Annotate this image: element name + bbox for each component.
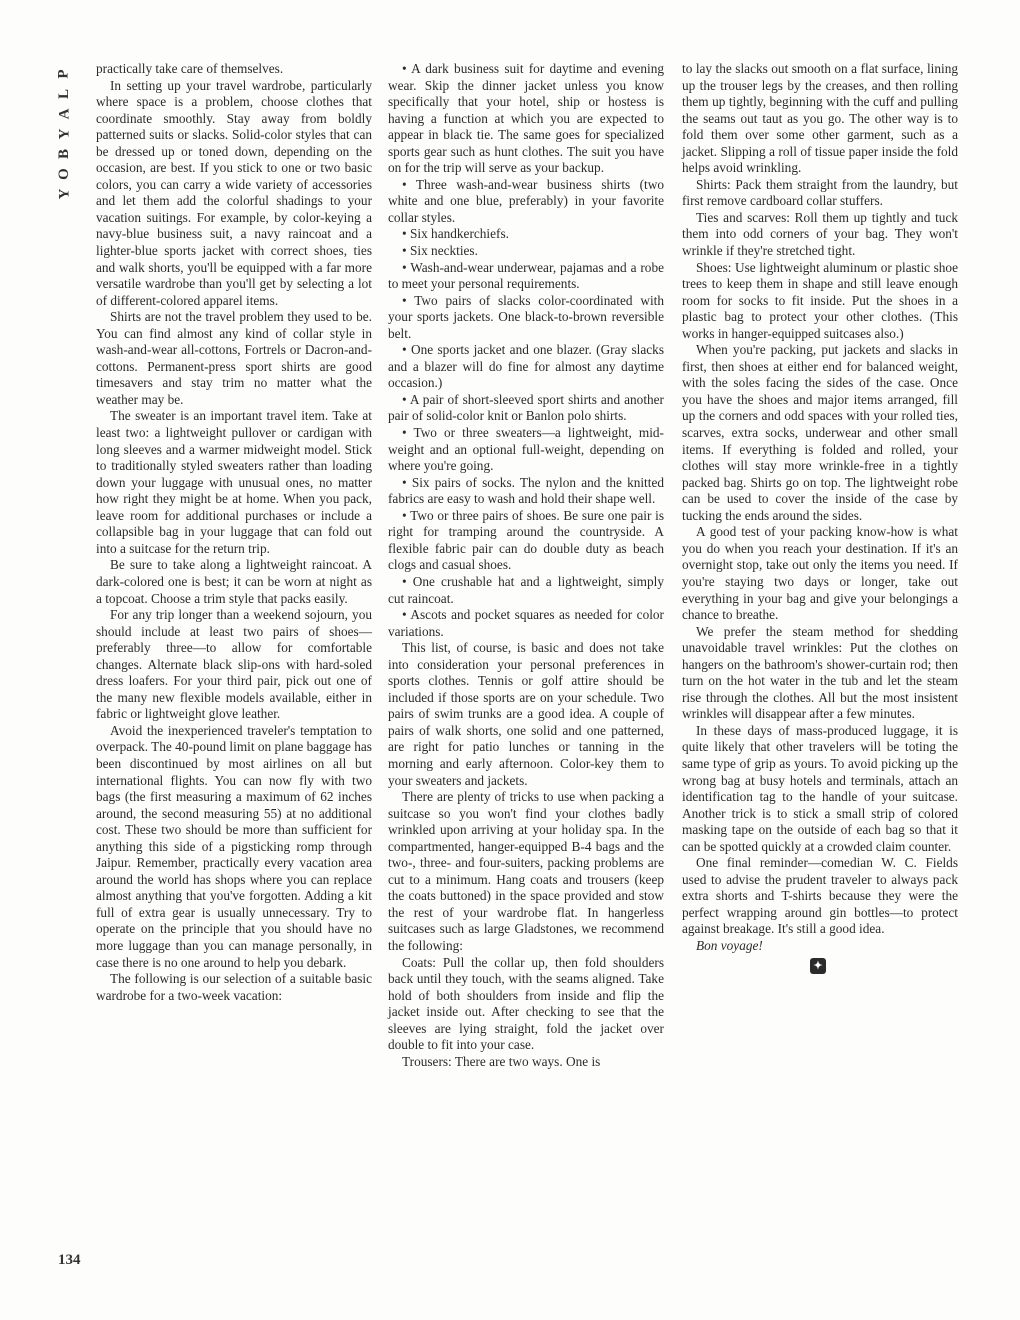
list-item: • One sports jacket and one blazer. (Gray slacks and a blazer will do fine for almost any daytime occasion.) <box>388 342 664 391</box>
list-item: • Two or three sweaters—a lightweight, mid-weight and an optional full-weight, depending on where you're going. <box>388 425 664 474</box>
paragraph: Shirts are not the travel problem they used to be. You can find almost any kind of collar style in wash-and-wear all-cottons, Fortrels or Dacron-and-cottons. Permanent-press sport shirts are good timesavers and stay trim no matter what the weather may be. <box>96 309 372 407</box>
list-item: • Two pairs of slacks color-coordinated with your sports jackets. One black-to-brown reversible belt. <box>388 292 664 341</box>
list-item: • A pair of short-sleeved sport shirts and another pair of solid-color knit or Banlon polo shirts. <box>388 391 664 424</box>
magazine-side-logo <box>56 64 72 204</box>
logo-letter: A <box>56 108 72 120</box>
paragraph: The sweater is an important travel item. Take at least two: a lightweight pullover or cardigan with long sleeves and a warmer midweight model. Stick to traditionally styled sweaters rather than loading down your luggage with unusual ones, no matter how right they might be at home. When you pack, leave room for additional purchases or include a collapsible bag in your luggage that can fold out into a suitcase for the return trip. <box>96 408 372 556</box>
paragraph: Shirts: Pack them straight from the laundry, but first remove cardboard collar stuffers. <box>682 176 958 209</box>
list-item: • Ascots and pocket squares as needed for color variations. <box>388 607 664 639</box>
paragraph: When you're packing, put jackets and slacks in first, then shoes at either end for balanced weight, with the soles facing the sides of the case. Once you have the shoes and major items arranged, fill up the corners and odd spaces with your rolled ties, scarves, extra socks, underwear and other small items. If everything is folded and rolled, your clothes will stay more wrinkle-free in a tightly packed bag. Shirts go on top. The lightweight robe can be used to cover the inside of the case by tucking the ends around the sides. <box>682 342 958 523</box>
paragraph: Ties and scarves: Roll them up tightly and tuck them into odd corners of your bag. They won't wrinkle if they're stretched tight. <box>682 209 958 259</box>
paragraph: In setting up your travel wardrobe, particularly where space is a problem, choose clothes that coordinate smoothly. Stay away from boldly patterned suits or slacks. Solid-color styles that can be dressed up or toned down, depending on the occasion, are best. If you stick to one or two basic colors, you can carry a wide variety of accessories and let them add the colorful shadings to your vacation suitings. For example, by color-keying a navy-blue business suit, a navy raincoat and a lighter-blue sports jacket with correct shoes, ties and walk shorts, you'll be equipped with a far more versatile wardrobe than you'll get by selecting a lot of different-colored apparel items. <box>96 77 372 308</box>
page-number: 134 <box>58 1252 81 1268</box>
paragraph: Trousers: There are two ways. One is <box>402 1053 601 1069</box>
list-item: • Three wash-and-wear business shirts (two white and one blue, preferably) in your favorite collar styles. <box>388 176 664 225</box>
paragraph: In these days of mass-produced luggage, it is quite likely that other travelers will be toting the same type of grip as yours. To avoid picking up the wrong bag at busy hotels and terminals, attach an identification tag to the handle of your suitcase. Another trick is to stick a small strip of colored masking tape on the outside of each bag so that it can be spotted quickly at a crowded claim counter. <box>682 722 958 854</box>
list-item: • A dark business suit for daytime and evening wear. Skip the dinner jacket unless you know specifically that your hotel, ship or hostess is having a function at which you are expected to appear in black tie. The same goes for specialized sports gear such as hunt clothes. The suit you have on for the trip will serve as your backup. <box>388 61 664 176</box>
paragraph: Coats: Pull the collar up, then fold shoulders back until they touch, with the seams aligned. Take hold of both shoulders from inside and flip the jacket inside out. After checking to see that the sleeves are lying straight, fold the jacket over double to fit into your case. <box>388 954 664 1053</box>
text-column-2 <box>388 61 664 1070</box>
text-column-3 <box>682 61 958 974</box>
list-item: • Wash-and-wear underwear, pajamas and a robe to meet your personal requirements. <box>388 259 664 292</box>
paragraph: practically take care of themselves. <box>96 61 284 76</box>
paragraph: Shoes: Use lightweight aluminum or plastic shoe trees to keep them in shape and still leave enough room for socks to fit inside. Put the shoes in a plastic bag to protect your other clothes. (This works in hanger-equipped suitcases also.) <box>682 259 958 341</box>
paragraph: Be sure to take along a lightweight raincoat. A dark-colored one is best; it can be worn at night as a topcoat. Choose a trim style that packs easily. <box>96 557 372 606</box>
logo-letter: B <box>55 148 72 160</box>
paragraph: Avoid the inexperienced traveler's temptation to overpack. The 40-pound limit on plane baggage has been discontinued by most airlines on all but international flights. You can now fly with two bags (the first measuring a maximum of 62 inches around, the second measuring 55) at no additional cost. These two should be more than sufficient for anything this side of a pigsticking romp through Jaipur. Remember, practically every vacation area around the world has shops where you can replace almost anything that you've forgotten. Adding a kit full of extra gear is usually unnecessary. Try to operate on the principle that you should have no more luggage than you can manage personally, in case there is no one around to help you debark. <box>96 722 372 970</box>
logo-letter: Y <box>56 188 72 200</box>
paragraph: We prefer the steam method for shedding unavoidable travel wrinkles: Put the clothes on hangers on the bathroom's shower-curtain rod; then turn on the hot water in the tub and let the steam rise through the clothes. All but the most insistent wrinkles will disappear after a few minutes. <box>682 623 958 722</box>
list-item: • Six pairs of socks. The nylon and the knitted fabrics are easy to wash and hold their shape well. <box>388 474 664 507</box>
text-column-1 <box>96 61 372 1004</box>
list-item: • One crushable hat and a lightweight, simply cut raincoat. <box>388 573 664 606</box>
paragraph: One final reminder—comedian W. C. Fields used to advise the prudent traveler to always pack extra shorts and T-shirts because they were the perfect wrapping around gin bottles—to protect against breakage. It's still a good idea. <box>682 855 958 937</box>
list-item: • Six handkerchiefs. <box>402 226 509 242</box>
paragraph: This list, of course, is basic and does not take into consideration your personal preferences in sports clothes. Tennis or golf attire should be included if those sports are on your schedule. Two pairs of swim trunks are a good idea. A couple of pairs of walk shorts, one solid and one patterned, are right for patio lunches or tanning in the morning and early afternoon. Color-key them to your sweaters and jackets. <box>388 640 664 788</box>
paragraph: to lay the slacks out smooth on a flat surface, lining up the trouser legs by the creases, and then rolling them up tightly, beginning with the cuff and pulling the seams out taut as you go. The other way is to fold them over some other garment, such as a jacket. Slipping a roll of tissue paper inside the fold helps avoid wrinkling. <box>682 61 958 176</box>
paragraph: A good test of your packing know-how is what you do when you reach your destination. If it's an overnight stop, take out only the items you need. If you're staying two days or longer, take out everything in your bag and give your belongings a chance to breathe. <box>682 524 958 623</box>
list-item: • Two or three pairs of shoes. Be sure one pair is right for tramping around the countryside. A flexible fabric pair can do double duty as beach clogs and casual shoes. <box>388 507 664 573</box>
logo-letter: L <box>55 88 72 100</box>
paragraph: The following is our selection of a suitable basic wardrobe for a two-week vacation: <box>96 971 372 1003</box>
logo-letter: P <box>55 69 72 79</box>
sign-off: Bon voyage! <box>696 937 763 953</box>
paragraph: For any trip longer than a weekend sojourn, you should include at least two pairs of shoes—preferably three—to allow for comfortable changes. Alternate black slip-ons with hard-soled dress loafers. For your third pair, pick out one of the many new flexible models available, either in fabric or lightweight glove leather. <box>96 607 372 722</box>
bunny-logo-icon: ✦ <box>810 958 826 974</box>
paragraph: There are plenty of tricks to use when packing a suitcase so you won't find your clothes badly wrinkled upon arriving at your holiday spa. In the compartmented, hanger-equipped B-4 bags and the two-, three- and four-suiters, packing problems are cut to a minimum. Hang coats and trousers (keep the coats buttoned) in the space provided and stow the rest of your wardrobe flat. In hangerless suitcases such as large Gladstones, we recommend the following: <box>388 789 664 953</box>
logo-letter: Y <box>56 128 72 140</box>
logo-letter: O <box>55 168 72 180</box>
list-item: • Six neckties. <box>402 243 478 259</box>
